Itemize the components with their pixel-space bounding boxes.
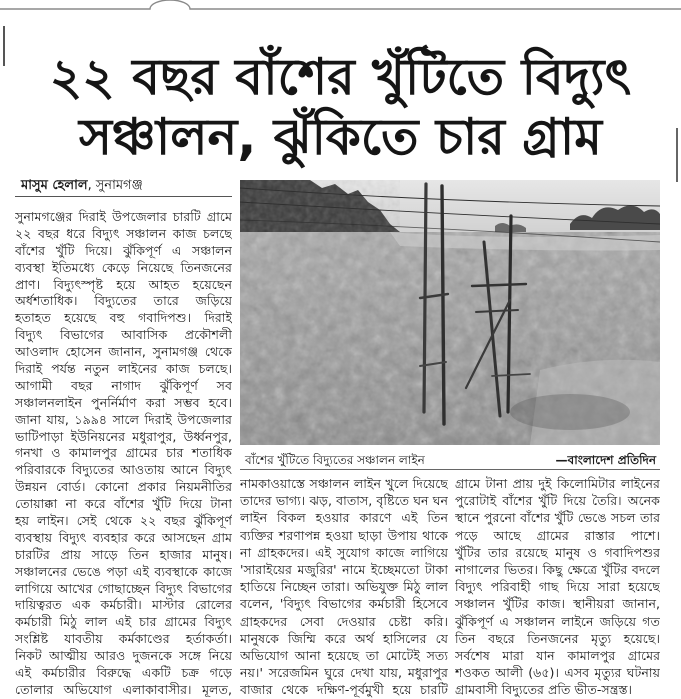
article-text-line: সঞ্চালন খুঁটির কাজ। স্থানীয়রা জানান, bbox=[455, 596, 660, 612]
article-text-line: এই কর্মচারীর বিরুদ্ধে একটি চক্র গড়ে bbox=[15, 665, 232, 681]
article-text-line: সর্বশেষ মারা যান কামালপুর গ্রামের bbox=[455, 647, 660, 663]
article-text-line: গ্রামবাসী বিদ্যুতের প্রতি ভীত-সন্ত্রস্ত। bbox=[455, 682, 633, 698]
article-text-line: অর্ধশতাধিক। বিদ্যুতের তারে জড়িয়ে bbox=[15, 293, 232, 309]
article-text-line: বিদ্যুৎ পরিবাহী গাছ দিয়ে সারা হয়েছে bbox=[455, 579, 660, 595]
article-text-line: পুরোটাই বাঁশের খুঁটি দিয়ে তৈরি। অনেক bbox=[455, 493, 660, 509]
article-text-line: তোয়াক্কা না করে বাঁশের খুঁটি দিয়ে টানা bbox=[15, 496, 232, 512]
article-text-line: উন্নয়ন বোর্ড। কোনো প্রকার নিয়মনীতির bbox=[15, 479, 232, 495]
article-text-line: বাজার থেকে দক্ষিণ-পূর্বমুখী হয়ে চারটি bbox=[240, 682, 448, 698]
photo-scene bbox=[240, 180, 660, 445]
article-text-line: ব্যক্তির শরণাপন্ন হওয়া ছাড়া উপায় থাকে bbox=[240, 527, 448, 543]
article-text-line: তোলার অভিযোগ এলাকাবাসীর। মূলত, bbox=[15, 681, 232, 697]
article-text-line: হতাহত হয়েছে বহু গবাদিপশু। দিরাই bbox=[15, 310, 232, 326]
article-text-line: লাগিয়ে আখের গোছাচ্ছেন বিদ্যুৎ বিভাগের bbox=[15, 580, 232, 596]
article-text-line: বাঁশের খুঁটি দিয়ে। ঝুঁকিপূর্ণ এ সঞ্চালন bbox=[15, 242, 232, 258]
article-text-line: আগামী বছর নাগাদ ঝুঁকিপূর্ণ সব bbox=[15, 377, 232, 393]
article-text-line: চারটির প্রায় সাড়ে তিন হাজার মানুষ। bbox=[15, 546, 232, 562]
article-text-line: অভিযোগ আনা হয়েছে তা মোটেই সত্য bbox=[240, 647, 448, 663]
bamboo-pole bbox=[442, 186, 444, 424]
article-text-line: হয় লাইন। সেই থেকে ২২ বছর ঝুঁকিপূর্ণ bbox=[15, 513, 232, 529]
article-text-line: নিকট আত্মীয় আরও দুজনকে সঙ্গে নিয়ে bbox=[15, 648, 232, 664]
article-text-line: 'সারাইয়ের মজুরির' নামে ইচ্ছেমতো টাকা bbox=[240, 561, 448, 577]
article-text-line: জানা যায়, ১৯৯৪ সালে দিরাই উপজেলার bbox=[15, 411, 232, 427]
article-text-line: লাইন বিকল হওয়ার কারণে এই তিন bbox=[240, 510, 448, 526]
article-text-line: সঞ্চালনের ভেঙে পড়া এই ব্যবস্থাকে কাজে bbox=[15, 563, 232, 579]
article-text-line: বলেন, 'বিদ্যুৎ বিভাগের কর্মচারী হিসেবে bbox=[240, 596, 448, 612]
article-text-line: সুনামগঞ্জের দিরাই উপজেলার চারটি গ্রামে bbox=[15, 209, 232, 224]
author-name: মাসুম হেলাল bbox=[21, 178, 88, 193]
article-text-line: নয়।' সরেজমিন ঘুরে দেখা যায়, মধুরাপুর bbox=[240, 665, 448, 681]
article-text-line: ভাটিপাড়া ইউনিয়নের মধুরাপুর, উর্ধ্বনপুর, bbox=[15, 428, 232, 444]
page-edge-mark bbox=[3, 26, 5, 66]
article-text-line: ব্যবস্থা ইতিমধ্যে কেড়ে নিয়েছে তিনজনের bbox=[15, 259, 232, 275]
article-text-line: গনখা ও কামালপুর গ্রামের চার শতাধিক bbox=[15, 445, 232, 461]
article-text-line: ঝুঁকিপূর্ণ এ সঞ্চালন লাইনে জড়িয়ে গত bbox=[455, 613, 660, 629]
article-text-line: হাতিয়ে নিচ্ছেন তারা। অভিযুক্ত মিঠু লাল bbox=[240, 579, 448, 595]
article-text-line: ব্যবস্থায় বিদ্যুৎ ব্যবহার করে আসছেন গ্রাম bbox=[15, 529, 232, 545]
article-text-line: শওকত আলী (৬৫)। এসব মৃত্যুর ঘটনায় bbox=[455, 665, 660, 681]
article-column-2 bbox=[240, 475, 448, 699]
article-text-line: পড়ে আছে গ্রামের রাস্তার পাশে। bbox=[455, 527, 660, 543]
article-text-line: ২২ বছর ধরে বিদ্যুৎ সঞ্চালন কাজ চলছে bbox=[15, 225, 232, 241]
article-text-line: নামকাওয়াস্তে সঞ্চালন লাইন খুলে দিয়েছে bbox=[240, 476, 448, 491]
article-text-line: গ্রামে টানা প্রায় দুই কিলোমিটার লাইনের bbox=[455, 476, 660, 491]
dateline-location: সুনামগঞ্জ bbox=[95, 178, 143, 193]
page-edge-mark bbox=[676, 128, 678, 182]
field bbox=[240, 228, 660, 445]
article-text-line: তিন বছরে তিনজনের মৃত্যু হয়েছে। bbox=[455, 630, 660, 646]
page-frame-top bbox=[0, 0, 681, 16]
photo-credit: —বাংলাদেশ প্রতিদিন bbox=[555, 453, 656, 467]
article-text-line: সঞ্চালনলাইন পুনর্নির্মাণ করা সম্ভব হবে। bbox=[15, 394, 232, 410]
article-text-line: দিরাই পর্যন্ত নতুন লাইনের কাজ চলছে। bbox=[15, 361, 232, 377]
article-text-line: প্রাণ। বিদ্যুৎস্পৃষ্ট হয়ে আহত হয়েছেন bbox=[15, 276, 232, 292]
article-text-line: পরিবারকে বিদ্যুতের আওতায় আনে বিদ্যুৎ bbox=[15, 462, 232, 478]
article-text-line: মানুষকে জিম্মি করে অর্থ হাসিলের যে bbox=[240, 630, 448, 646]
byline bbox=[15, 177, 232, 197]
headline-line: ২২ বছর বাঁশের খুঁটিতে বিদ্যুৎ bbox=[49, 48, 632, 106]
article-text-line: নাগালের ভিতর। কিছু ক্ষেত্রে খুঁটির বদলে bbox=[455, 561, 660, 577]
article-text-line: না গ্রাহকদের। এই সুযোগ কাজে লাগিয়ে bbox=[240, 544, 448, 560]
article-text-line: আওলাদ হোসেন জানান, সুনামগঞ্জ থেকে bbox=[15, 344, 232, 360]
headline-line: সঞ্চালন, ঝুঁকিতে চার গ্রাম bbox=[79, 108, 602, 166]
article-text-line: বিদ্যুৎ বিভাগের আবাসিক প্রকৌশলী bbox=[15, 327, 232, 343]
article-column-3 bbox=[455, 475, 660, 699]
article-text-line: তাদের ভাগ্য। ঝড়, বাতাস, বৃষ্টিতে ঘন ঘন bbox=[240, 493, 448, 509]
article-text-line: স্থানে পুরনো বাঁশের খুঁটি ভেঙে সচল তার bbox=[455, 510, 660, 526]
photo-caption: বাঁশের খুঁটিতে বিদ্যুতের সঞ্চালন লাইন bbox=[245, 453, 425, 467]
article-column-1 bbox=[15, 209, 232, 697]
article-text-line: কর্মচারী মিঠু লাল এই চার গ্রামের বিদ্যুৎ bbox=[15, 614, 232, 630]
article-text-line: গ্রাহকদের সেবা দেওয়ার চেষ্টা করি। bbox=[240, 613, 448, 629]
byline-separator: , bbox=[87, 178, 92, 193]
article-text-line: দায়িত্বরত এক কর্মচারী। মাস্টার রোলের bbox=[15, 597, 232, 613]
photo-caption-row bbox=[240, 451, 660, 470]
news-photo bbox=[240, 180, 660, 445]
article-text-line: খুঁটির তার রয়েছে মানুষ ও গবাদিপশুর bbox=[455, 544, 660, 560]
article-text-line: সংশ্লিষ্ট যাবতীয় কর্মকাণ্ডের হর্তাকর্তা। bbox=[15, 631, 232, 647]
